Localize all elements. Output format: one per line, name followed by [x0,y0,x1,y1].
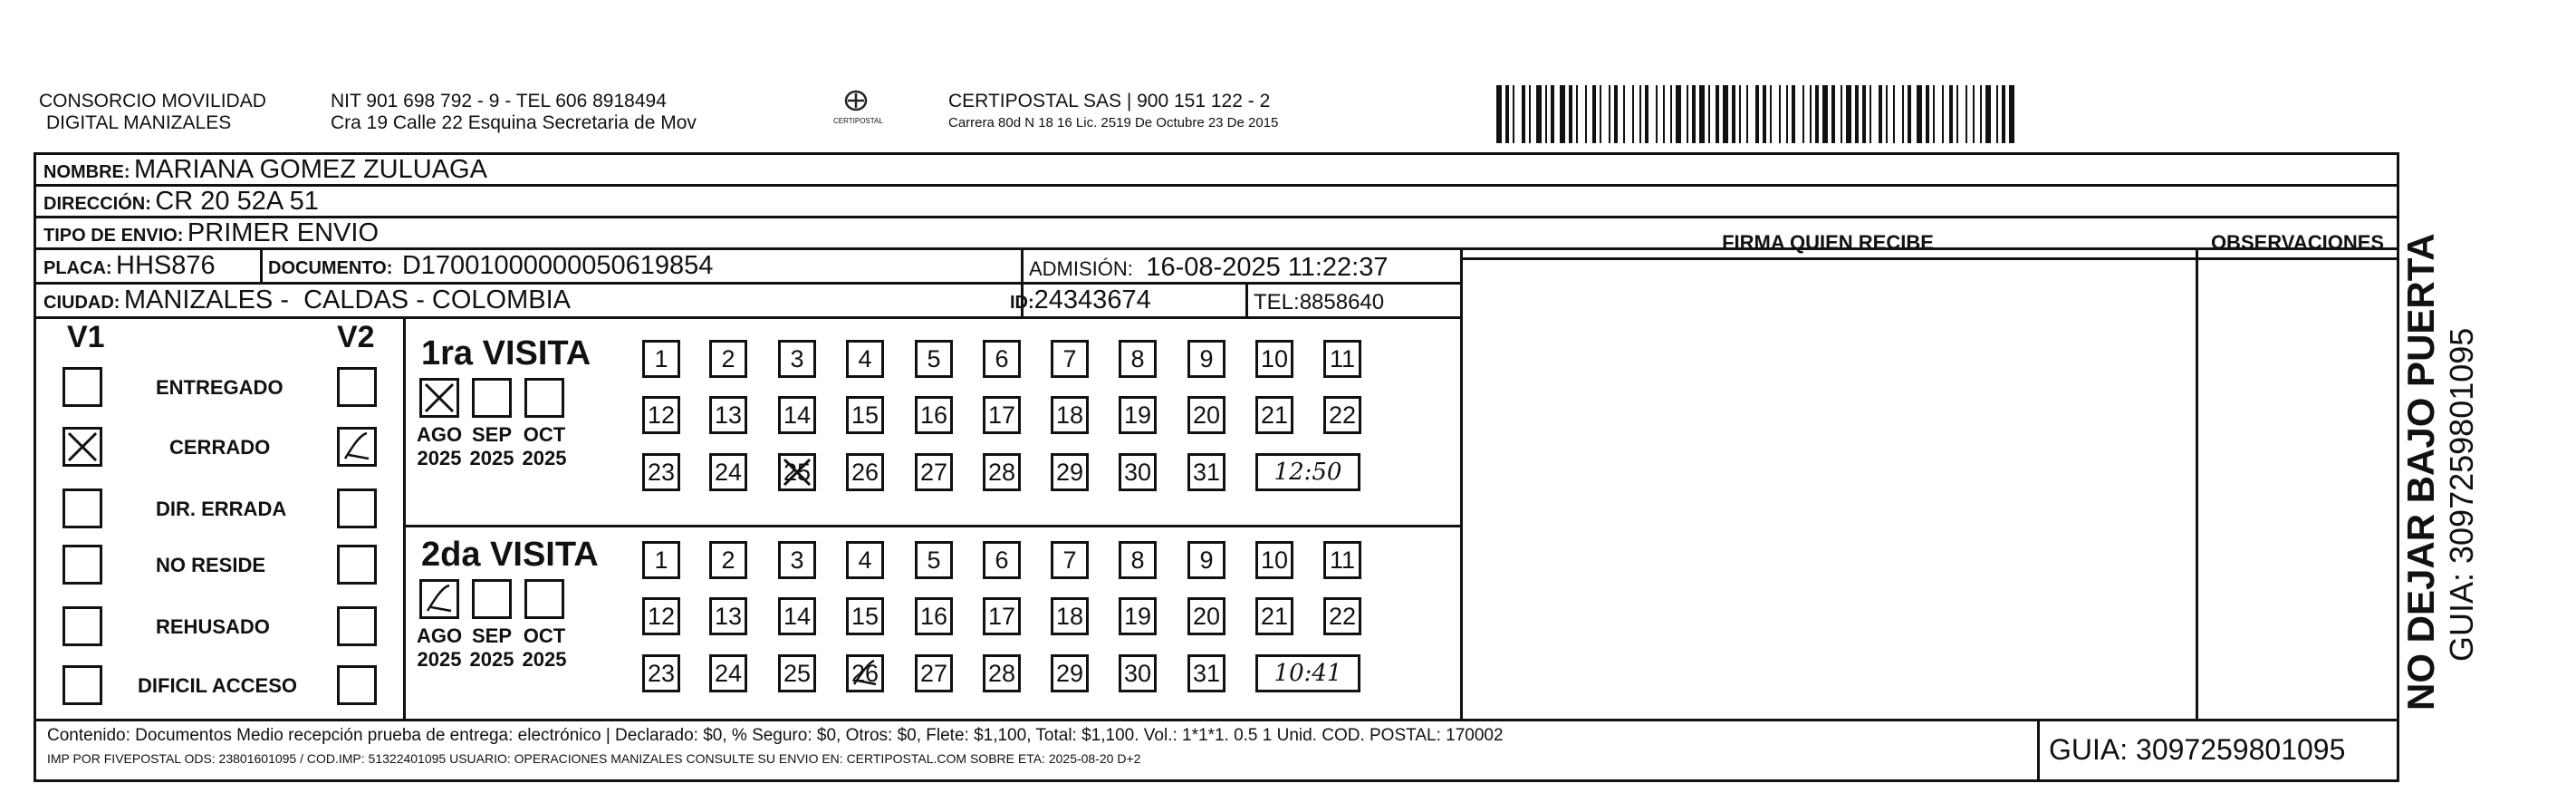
side-notice-title: NO DEJAR BAJO PUERTA [2399,233,2442,711]
x-mark-icon [65,430,100,464]
day-box-23[interactable]: 23 [642,453,680,491]
barcode-bar [1949,85,1953,143]
logo-icon [842,89,870,112]
company-line1: CONSORCIO MOVILIDAD [39,91,266,111]
side-notice [2398,167,2498,711]
barcode-bar [1632,85,1634,143]
id-value: 24343674 [1033,285,1151,314]
tipo-envio-value: PRIMER ENVIO [187,218,380,247]
day-box-31[interactable]: 31 [1187,654,1226,692]
day-box-7[interactable]: 7 [1051,340,1089,378]
barcode-bar [1708,85,1710,143]
v2-checkbox-4[interactable] [337,545,377,585]
day-box-17[interactable]: 17 [983,597,1021,635]
day-box-12[interactable]: 12 [642,396,680,434]
barcode-bar [1692,85,1696,143]
certipostal-logo [833,89,883,125]
carrier-block [948,91,1278,131]
barcode-bar [1536,85,1542,143]
observaciones-header: OBSERVACIONES [2210,231,2385,254]
day-box-18[interactable]: 18 [1051,597,1089,635]
barcode-bar [1893,85,1895,143]
firma-header: FIRMA QUIEN RECIBE [1722,231,1934,254]
day-box-16[interactable]: 16 [915,396,953,434]
day-box-30[interactable]: 30 [1119,654,1157,692]
v1-checkbox-4[interactable] [62,545,102,585]
v1-checkbox-2[interactable] [62,427,102,467]
direccion-label: DIRECCIÓN: [43,194,151,214]
v1-label: V1 [67,320,105,354]
day-box-21[interactable]: 21 [1255,396,1293,434]
barcode-bar [1810,85,1812,143]
visit2-title: 2da VISITA [421,536,599,574]
barcode-bar [1980,85,1982,143]
barcode-bar [1529,85,1531,143]
barcode-bar [1663,85,1665,143]
day-box-30[interactable]: 30 [1119,453,1157,491]
tel-field [1254,287,1384,317]
barcode-bar [1985,85,1991,143]
nit-block [331,91,697,134]
footer-line1: Contenido: Documentos Medio recepción prueba de entrega: electrónico | Declarado: $0, % Seguro: $0, Otros: $0, Flete: $1,100, Total: $1,100. Vol.: 1*1*1. 0.5 1 Unid. COD. POSTAL: 170002 [47,726,1504,745]
barcode-bar [1551,85,1554,143]
month-checkbox-ago[interactable] [419,579,459,619]
barcode-bar [1545,85,1547,143]
day-box-9[interactable]: 9 [1187,340,1226,378]
id-field [1010,285,1151,319]
barcode-bar [1732,85,1735,143]
day-box-6[interactable]: 6 [983,541,1021,579]
day-box-14[interactable]: 14 [778,396,816,434]
barcode-bar [1770,85,1772,143]
ciudad-label: CIUDAD: [43,293,120,313]
month-checkbox-sep[interactable] [472,378,512,418]
barcode-bar [1576,85,1578,143]
day-box-27[interactable]: 27 [915,654,953,692]
barcode [1496,85,2221,143]
status-label: ENTREGADO [156,376,284,399]
barcode-bar [1792,85,1795,143]
barcode-bar [1592,85,1596,143]
nombre-label: NOMBRE: [43,162,130,182]
day-box-3[interactable]: 3 [778,340,816,378]
admision-field [1029,253,1389,286]
day-box-14[interactable]: 14 [778,597,816,635]
month-label: SEP 2025 [469,624,514,671]
barcode-bar [1645,85,1648,143]
placa-value: HHS876 [116,251,216,280]
day-box-20[interactable]: 20 [1187,597,1226,635]
direccion-value: CR 20 52A 51 [155,187,319,216]
day-box-26[interactable]: 26 [846,654,884,692]
barcode-bar [1786,85,1788,143]
day-box-8[interactable]: 8 [1119,340,1157,378]
barcode-bar [1505,85,1509,143]
v2-checkbox-6[interactable] [337,665,377,705]
v1-checkbox-5[interactable] [62,606,102,646]
admision-label: ADMISIÓN: [1029,257,1133,280]
company-line2: DIGITAL MANIZALES [46,112,232,133]
v2-label: V2 [337,320,375,354]
company-name [39,91,266,134]
barcode-bar [1862,85,1866,143]
day-box-26[interactable]: 26 [846,453,884,491]
barcode-bar [1879,85,1882,143]
pen-mark-icon [422,582,457,616]
day-box-2[interactable]: 2 [709,541,747,579]
month-label: AGO 2025 [416,423,463,469]
day-box-28[interactable]: 28 [983,654,1021,692]
barcode-bar [1614,85,1618,143]
month-label: SEP 2025 [469,423,514,469]
barcode-bar [1639,85,1641,143]
barcode-bar [1942,85,1944,143]
barcode-bar [1513,85,1514,143]
barcode-bar [1779,85,1781,143]
x-mark-icon [422,381,457,415]
ciudad-value: MANIZALES - CALDAS - COLOMBIA [123,285,571,314]
visit1-title: 1ra VISITA [421,334,591,372]
day-box-22[interactable]: 22 [1323,396,1361,434]
day-box-25[interactable]: 25 [778,453,816,491]
barcode-bar [1855,85,1859,143]
barcode-bar [1623,85,1625,143]
barcode-bar [1846,85,1851,143]
placa-label: PLACA: [43,258,112,278]
barcode-bar [1569,85,1572,143]
barcode-bar [1522,85,1525,143]
day-box-29[interactable]: 29 [1051,654,1089,692]
v1-checkbox-3[interactable] [62,488,102,528]
day-box-19[interactable]: 19 [1119,396,1157,434]
barcode-bar [1739,85,1741,143]
footer-line2: IMP POR FIVEPOSTAL ODS: 23801601095 / COD.IMP: 51322401095 USUARIO: OPERACIONES MANIZALES CONSULTE SU ENVIO EN: CERTIPOSTAL.COM SOBRE ETA: 2025-08-20 D+2 [47,751,1141,766]
day-box-29[interactable]: 29 [1051,453,1089,491]
documento-value: D17001000000050619854 [401,251,714,280]
month-checkbox-oct[interactable] [524,378,564,418]
barcode-bar [1933,85,1935,143]
footer-guia: GUIA: 3097259801095 [2049,733,2346,766]
barcode-bar [1902,85,1904,143]
day-box-3[interactable]: 3 [778,541,816,579]
barcode-bar [1926,85,1929,143]
barcode-bar [1496,85,1502,143]
barcode-bar [1841,85,1842,143]
day-box-28[interactable]: 28 [983,453,1021,491]
carrier-line2: Carrera 80d N 18 16 Lic. 2519 De Octubre 23 De 2015 [948,115,1279,131]
barcode-bar [1723,85,1728,143]
side-notice-guia: GUIA: 3097259801095 [2443,327,2480,662]
day-box-31[interactable]: 31 [1187,453,1226,491]
day-box-13[interactable]: 13 [709,396,747,434]
barcode-bar [2002,85,2005,143]
status-label: CERRADO [169,436,271,459]
day-box-17[interactable]: 17 [983,396,1021,434]
month-checkbox-oct[interactable] [524,579,564,619]
barcode-bar [2009,85,2014,143]
status-label: DIR. ERRADA [156,498,287,520]
day-box-15[interactable]: 15 [846,597,884,635]
barcode-bar [1763,85,1766,143]
month-checkbox-ago[interactable] [419,378,459,418]
placa-field [43,251,216,285]
v2-checkbox-3[interactable] [337,488,377,528]
barcode-bar [1699,85,1705,143]
status-label: REHUSADO [156,615,270,638]
x-mark-icon [781,456,813,488]
barcode-bar [1956,85,1958,143]
barcode-bar [1560,85,1565,143]
barcode-bar [1746,85,1748,143]
firma-area[interactable] [1466,262,2190,715]
day-box-18[interactable]: 18 [1051,396,1089,434]
ciudad-field [43,285,571,319]
admision-value: 16-08-2025 11:22:37 [1146,253,1389,282]
id-label: ID: [1010,293,1034,313]
day-box-11[interactable]: 11 [1323,541,1361,579]
logo-text: CERTIPOSTAL [833,117,883,125]
barcode-bar [1822,85,1828,143]
barcode-bar [1716,85,1719,143]
month-label: OCT 2025 [522,624,567,671]
month-label: AGO 2025 [416,624,463,671]
barcode-bar [1755,85,1759,143]
month-label: OCT 2025 [522,423,567,469]
day-box-10[interactable]: 10 [1255,541,1293,579]
barcode-bar [1917,85,1922,143]
barcode-bar [1815,85,1819,143]
day-box-1[interactable]: 1 [642,340,680,378]
day-box-7[interactable]: 7 [1051,541,1089,579]
direccion-field [43,187,319,220]
visit-time-box[interactable]: 10:41 [1255,654,1360,692]
barcode-bar [1585,85,1587,143]
day-box-23[interactable]: 23 [642,654,680,692]
tel-label: TEL: [1254,290,1300,314]
nit-line2: Cra 19 Calle 22 Esquina Secretaria de Mov [331,112,697,133]
tipo-envio-label: TIPO DE ENVIO: [43,226,184,246]
barcode-bar [1676,85,1681,143]
tel-value: 8858640 [1299,290,1385,314]
barcode-bar [1802,85,1804,143]
barcode-bar [1908,85,1911,143]
shipping-form [34,152,2399,782]
barcode-bar [1670,85,1672,143]
day-box-13[interactable]: 13 [709,597,747,635]
nombre-field [43,155,487,189]
nombre-value: MARIANA GOMEZ ZULUAGA [134,155,487,184]
v2-checkbox-2[interactable] [337,427,377,467]
status-label: NO RESIDE [156,554,266,576]
day-box-12[interactable]: 12 [642,597,680,635]
day-box-24[interactable]: 24 [709,654,747,692]
day-box-21[interactable]: 21 [1255,597,1293,635]
nit-line1: NIT 901 698 792 - 9 - TEL 606 8918494 [331,91,667,111]
day-box-2[interactable]: 2 [709,340,747,378]
day-box-11[interactable]: 11 [1323,340,1361,378]
status-label: DIFICIL ACCESO [138,674,298,697]
day-box-22[interactable]: 22 [1323,597,1361,635]
barcode-bar [1966,85,1967,143]
pen-mark-icon [340,430,374,464]
day-box-4[interactable]: 4 [846,541,884,579]
day-box-1[interactable]: 1 [642,541,680,579]
day-box-27[interactable]: 27 [915,453,953,491]
day-box-19[interactable]: 19 [1119,597,1157,635]
barcode-bar [1600,85,1601,143]
day-box-15[interactable]: 15 [846,396,884,434]
day-box-25[interactable]: 25 [778,654,816,692]
carrier-line1: CERTIPOSTAL SAS | 900 151 122 - 2 [948,91,1271,111]
barcode-bar [1886,85,1888,143]
barcode-bar [1973,85,1975,143]
observaciones-area[interactable] [2201,262,2393,715]
day-box-5[interactable]: 5 [915,340,953,378]
barcode-bar [1831,85,1835,143]
day-box-5[interactable]: 5 [915,541,953,579]
pen-mark-icon [849,657,881,690]
barcode-bar [1609,85,1610,143]
documento-field [268,251,713,285]
day-box-20[interactable]: 20 [1187,396,1226,434]
day-box-6[interactable]: 6 [983,340,1021,378]
day-box-16[interactable]: 16 [915,597,953,635]
visit-time-box[interactable]: 12:50 [1255,453,1360,491]
barcode-bar [1656,85,1658,143]
v2-checkbox-1[interactable] [337,367,377,407]
barcode-bar [1687,85,1688,143]
day-box-8[interactable]: 8 [1119,541,1157,579]
tipo-envio-field [43,218,379,252]
v2-checkbox-5[interactable] [337,606,377,646]
month-checkbox-sep[interactable] [472,579,512,619]
day-box-10[interactable]: 10 [1255,340,1293,378]
documento-label: DOCUMENTO: [268,258,393,278]
day-box-24[interactable]: 24 [709,453,747,491]
v1-checkbox-1[interactable] [62,367,102,407]
day-box-9[interactable]: 9 [1187,541,1226,579]
day-box-4[interactable]: 4 [846,340,884,378]
v1-checkbox-6[interactable] [62,665,102,705]
barcode-bar [1870,85,1871,143]
barcode-bar [1996,85,1998,143]
